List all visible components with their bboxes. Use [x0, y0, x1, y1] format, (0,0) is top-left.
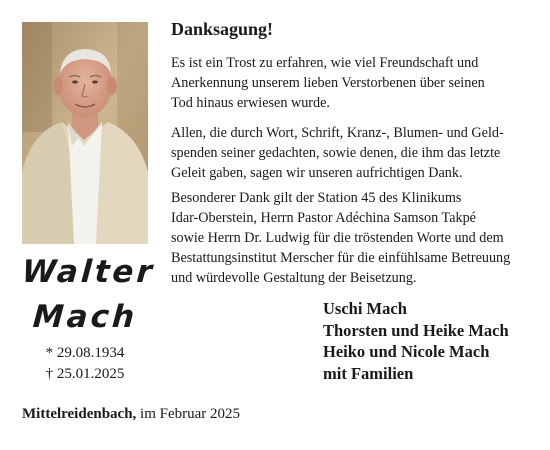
deceased-last-name: Mach	[31, 299, 139, 335]
place-name: Mittelreidenbach,	[22, 406, 137, 422]
thanks-paragraph-1	[171, 53, 531, 113]
portrait-photo	[22, 22, 148, 244]
signer-name: Heiko und Nicole Mach	[323, 342, 490, 361]
text-line: Tod hinaus erwiesen wurde.	[171, 95, 330, 111]
text-line: Bestattungsinstitut Merscher für die einfühlsame Betreuung	[171, 250, 511, 266]
place-and-date	[22, 407, 240, 422]
footer-date: im Februar 2025	[140, 406, 241, 422]
text-line: Geleit gaben, sagen wir unseren aufrichtigen Dank.	[171, 165, 463, 181]
text-line: Idar-Oberstein, Herrn Pastor Adéchina Samson Takpé	[171, 210, 476, 226]
text-line: Besonderer Dank gilt der Station 45 des Klinikums	[171, 190, 462, 206]
text-line: Allen, die durch Wort, Schrift, Kranz-, Blumen- und Geld-	[171, 125, 504, 141]
birth-date: * 29.08.1934	[45, 345, 125, 361]
text-line: sowie Herrn Dr. Ludwig für die tröstenden Worte und dem	[171, 230, 504, 246]
text-line: und würdevolle Gestaltung der Beisetzung.	[171, 270, 417, 286]
text-line: Anerkennung unserem lieben Verstorbenen über seinen	[171, 75, 485, 91]
text-line: Es ist ein Trost zu erfahren, wie viel Freundschaft und	[171, 55, 479, 71]
signers-block	[323, 298, 509, 384]
thanks-paragraph-2	[171, 123, 531, 183]
signer-name: mit Familien	[323, 363, 414, 383]
text-line: spenden seiner gedachten, sowie denen, die ihm das letzte	[171, 145, 501, 161]
death-date: † 25.01.2025	[45, 366, 125, 382]
notice-heading: Danksagung!	[171, 19, 274, 39]
thanks-paragraph-3	[171, 188, 531, 288]
deceased-first-name: Walter	[20, 254, 157, 290]
signer-name: Thorsten und Heike Mach	[323, 320, 509, 340]
signer-name: Uschi Mach	[323, 299, 407, 318]
